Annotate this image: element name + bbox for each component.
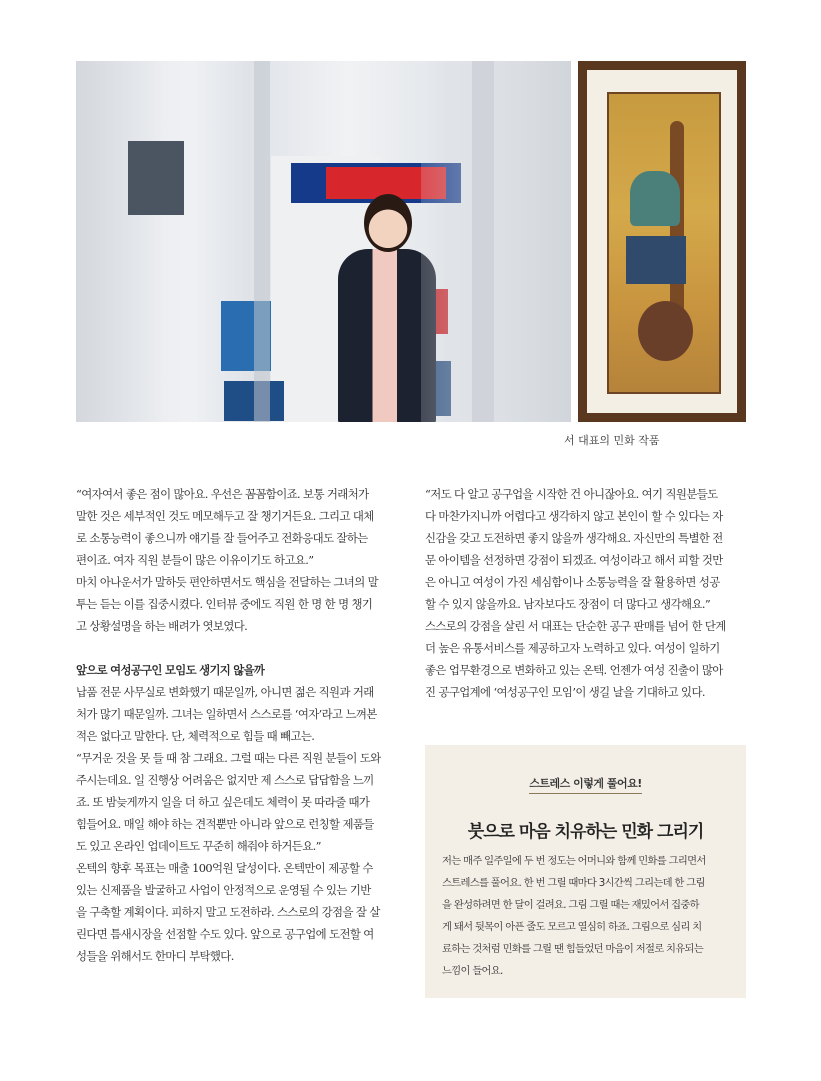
text-line: 온텍의 향후 목표는 매출 100억원 달성이다. 온텍만이 제공할 수 [76, 861, 373, 875]
text-line: 저는 매주 일주일에 두 번 정도는 어머니와 함께 민화를 그리면서 [442, 855, 706, 867]
text-line: 다 마찬가지니까 어렵다고 생각하지 않고 본인이 할 수 있다는 자 [425, 509, 723, 523]
text-line: 린다면 틈새시장을 선점할 수도 있다. 앞으로 공구업에 도전할 여 [76, 927, 374, 941]
photo-minhwa-painting [578, 61, 746, 422]
article-left-column [76, 483, 406, 967]
text-line: 문 아이템을 선정하면 강점이 되겠죠. 여성이라고 해서 피할 것만 [425, 553, 723, 567]
glass-blur-right [421, 61, 571, 422]
painting-books [626, 236, 686, 284]
text-line: 로 소통능력이 좋으니까 얘기를 잘 들어주고 전화응대도 잘하는 [76, 531, 368, 545]
text-line: 진 공구업계에 ‘여성공구인 모임’이 생길 날을 기대하고 있다. [425, 685, 705, 699]
text-line: 있는 신제품을 발굴하고 사업이 안정적으로 운영될 수 있는 기반 [76, 883, 371, 897]
text-line: 할 수 있지 않을까요. 남자보다도 장점이 더 많다고 생각해요.” [425, 597, 711, 611]
text-line: “무거운 것을 못 들 때 참 그래요. 그럴 때는 다른 직원 분들이 도와 [76, 751, 381, 765]
text-line: 힘들어요. 매일 해야 하는 견적뿐만 아니라 앞으로 런칭할 제품들 [76, 817, 374, 831]
painting-pot [638, 301, 693, 361]
section-heading: 앞으로 여성공구인 모임도 생기지 않을까 [76, 663, 265, 677]
text-line: 죠. 또 밤늦게까지 일을 더 하고 싶은데도 체력이 못 따라줄 때가 [76, 795, 370, 809]
text-line: 납품 전문 사무실로 변화했기 때문일까, 아니면 젊은 직원과 거래 [76, 685, 374, 699]
text-line: 을 완성하려면 한 달이 걸려요. 그림 그릴 때는 재밌어서 집중하 [442, 899, 699, 911]
text-line: 좋은 업무환경으로 변화하고 있는 온텍. 언젠가 여성 진출이 많아 [425, 663, 723, 677]
text-line: “저도 다 알고 공구업을 시작한 건 아니잖아요. 여기 직원분들도 [425, 487, 718, 501]
box-title: 붓으로 마음 치유하는 민화 그리기 [467, 822, 704, 842]
text-line: 을 구축할 계획이다. 피하지 말고 도전하라. 스스로의 강점을 잘 살 [76, 905, 380, 919]
text-line: 은 아니고 여성이 가진 세심함이나 소통능력을 잘 활용하면 성공 [425, 575, 720, 589]
text-line: 료하는 것처럼 민화를 그릴 땐 힘들었던 마음이 저절로 치유되는 [442, 943, 703, 955]
text-line: 스트레스를 풀어요. 한 번 그릴 때마다 3시간씩 그리는데 한 그림 [442, 877, 705, 889]
text-line: 주시는데요. 일 진행상 어려움은 없지만 제 스스로 답답함을 느끼 [76, 773, 374, 787]
text-line: 마치 아나운서가 말하듯 편안하면서도 핵심을 전달하는 그녀의 말 [76, 575, 379, 589]
box-tag: 스트레스 이렇게 풀어요! [529, 777, 642, 790]
text-line: “여자여서 좋은 점이 많아요. 우선은 꼼꼼함이죠. 보통 거래처가 [76, 487, 369, 501]
photo-ceo-in-store [76, 61, 571, 422]
text-line: 신감을 갖고 도전하면 좋지 않을까 생각해요. 자신만의 특별한 전 [425, 531, 723, 545]
text-line: 성들을 위해서도 한마디 부탁했다. [76, 949, 234, 963]
text-line: 게 돼서 뒷목이 아픈 줄도 모르고 열심히 하죠. 그림으로 심리 치 [442, 921, 702, 933]
tag-underline [529, 793, 642, 794]
text-line: 느낌이 들어요. [442, 965, 503, 977]
text-line: 투는 듣는 이를 집중시켰다. 인터뷰 중에도 직원 한 명 한 명 챙기 [76, 597, 373, 611]
painting-vase [630, 171, 680, 226]
text-line: 말한 것은 세부적인 것도 메모해두고 잘 챙기거든요. 그리고 대체 [76, 509, 374, 523]
photo-caption: 서 대표의 민화 작품 [564, 434, 660, 447]
article-right-column [425, 483, 747, 703]
painting-branch [670, 121, 684, 331]
ceo-face [364, 194, 412, 252]
text-line: 더 높은 유통서비스를 제공하고자 노력하고 있다. 여성이 일하기 [425, 641, 720, 655]
wall-poster [128, 141, 184, 215]
text-line: 적은 없다고 말한다. 단, 체력적으로 힘들 때 빼고는. [76, 729, 315, 743]
glass-frame [254, 61, 270, 422]
text-line: 고 상황설명을 하는 배려가 엿보였다. [76, 619, 248, 633]
text-line: 처가 많기 때문일까. 그녀는 일하면서 스스로를 ‘여자’라고 느껴본 [76, 707, 377, 721]
text-line: 편이죠. 여자 직원 분들이 많은 이유이기도 하고요.” [76, 553, 314, 567]
box-body [442, 850, 732, 982]
text-line: 스스로의 강점을 살린 서 대표는 단순한 공구 판매를 넘어 한 단계 [425, 619, 726, 633]
glass-blur-left [76, 61, 196, 422]
stress-relief-box [425, 745, 746, 998]
text-line: 도 있고 온라인 업데이트도 꾸준히 해줘야 하거든요.” [76, 839, 321, 853]
